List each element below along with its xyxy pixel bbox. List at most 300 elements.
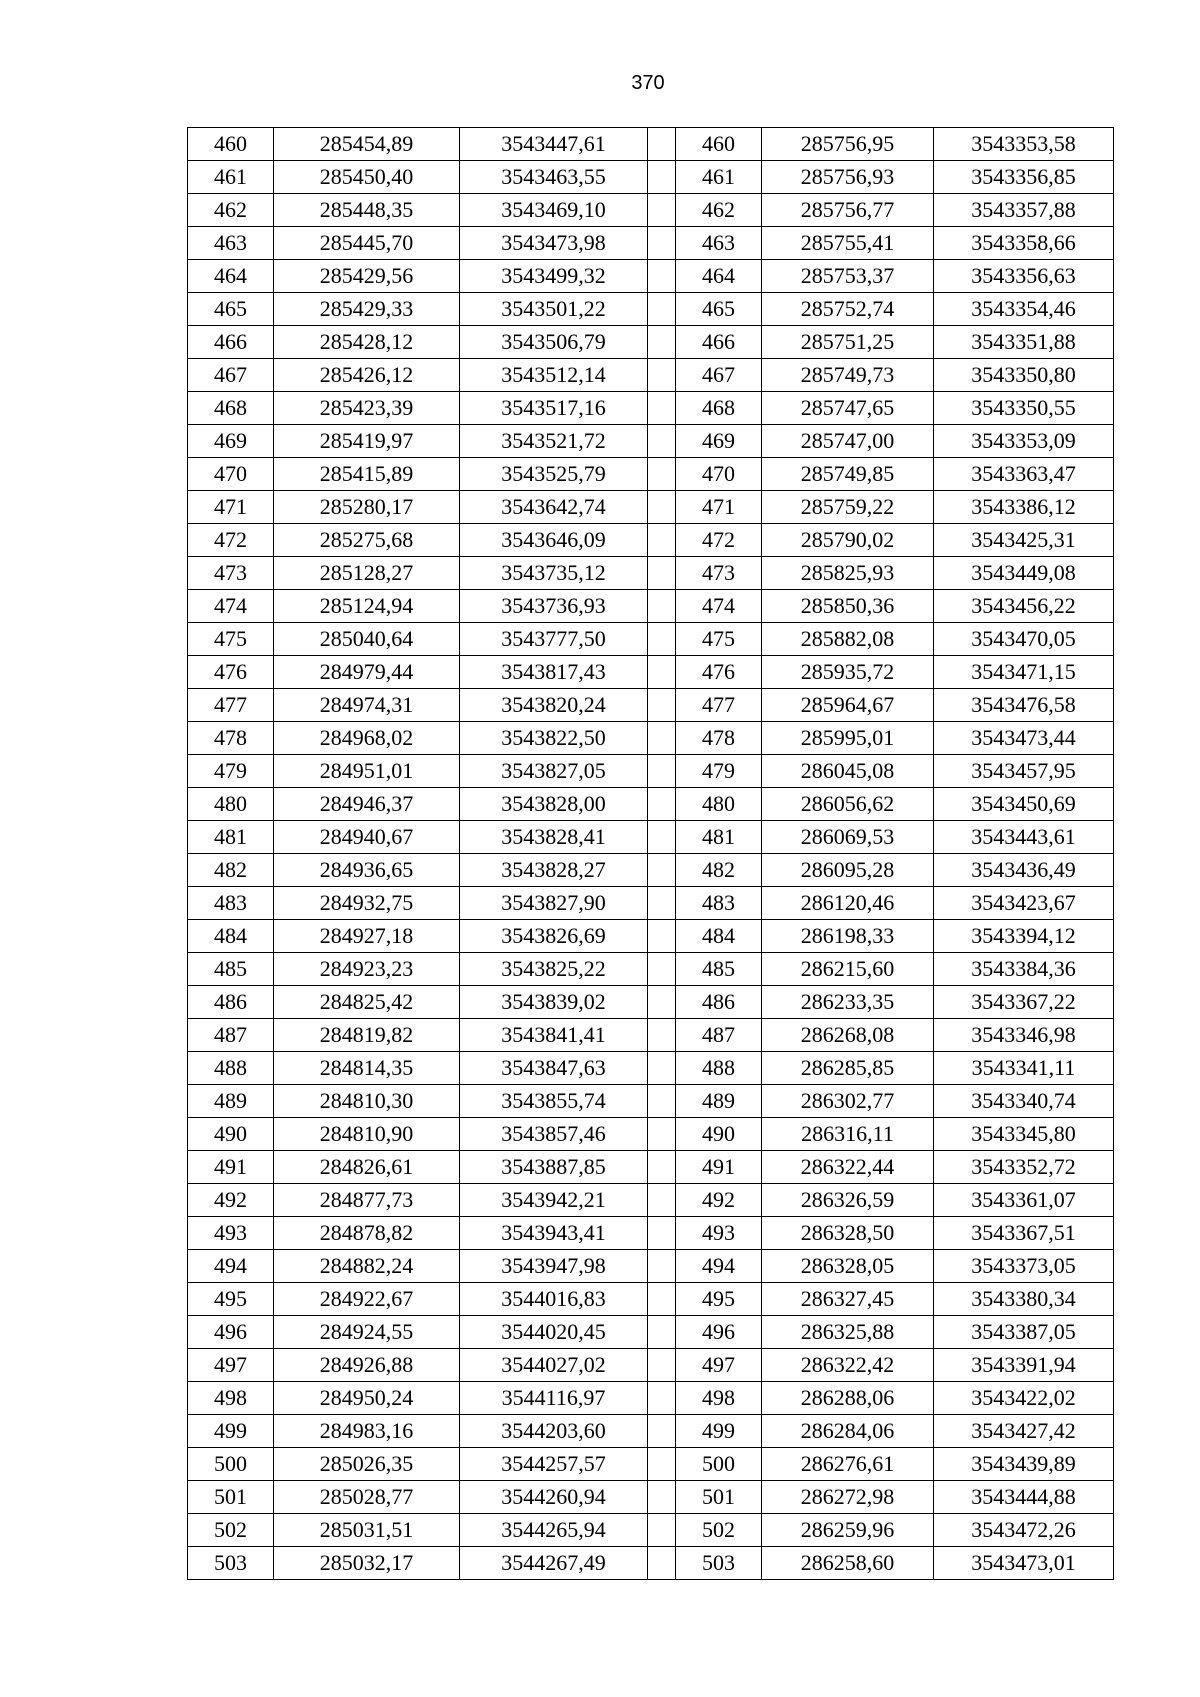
left-y-coordinate-cell: 3543512,14 — [460, 359, 648, 392]
right-point-number-cell: 473 — [676, 557, 762, 590]
right-y-coordinate-cell: 3543341,11 — [934, 1052, 1114, 1085]
spacer-cell — [648, 1085, 676, 1118]
spacer-cell — [648, 491, 676, 524]
right-y-coordinate-cell: 3543361,07 — [934, 1184, 1114, 1217]
spacer-cell — [648, 557, 676, 590]
left-y-coordinate-cell: 3543827,90 — [460, 887, 648, 920]
table-row — [188, 1085, 1114, 1118]
table-row — [188, 590, 1114, 623]
right-y-coordinate-cell: 3543427,42 — [934, 1415, 1114, 1448]
left-x-coordinate-cell: 285419,97 — [274, 425, 460, 458]
left-x-coordinate-cell: 284974,31 — [274, 689, 460, 722]
table-row — [188, 1217, 1114, 1250]
right-y-coordinate-cell: 3543384,36 — [934, 953, 1114, 986]
right-point-number-cell: 502 — [676, 1514, 762, 1547]
left-y-coordinate-cell: 3544257,57 — [460, 1448, 648, 1481]
table-row — [188, 128, 1114, 161]
table-row — [188, 161, 1114, 194]
left-y-coordinate-cell: 3543506,79 — [460, 326, 648, 359]
right-x-coordinate-cell: 285790,02 — [762, 524, 934, 557]
left-x-coordinate-cell: 284983,16 — [274, 1415, 460, 1448]
left-x-coordinate-cell: 285028,77 — [274, 1481, 460, 1514]
spacer-cell — [648, 128, 676, 161]
left-y-coordinate-cell: 3543447,61 — [460, 128, 648, 161]
right-x-coordinate-cell: 285752,74 — [762, 293, 934, 326]
left-y-coordinate-cell: 3543499,32 — [460, 260, 648, 293]
right-y-coordinate-cell: 3543473,44 — [934, 722, 1114, 755]
left-x-coordinate-cell: 285275,68 — [274, 524, 460, 557]
right-point-number-cell: 466 — [676, 326, 762, 359]
left-y-coordinate-cell: 3543817,43 — [460, 656, 648, 689]
right-point-number-cell: 463 — [676, 227, 762, 260]
right-y-coordinate-cell: 3543351,88 — [934, 326, 1114, 359]
right-y-coordinate-cell: 3543380,34 — [934, 1283, 1114, 1316]
left-point-number-cell: 460 — [188, 128, 274, 161]
spacer-cell — [648, 1382, 676, 1415]
left-x-coordinate-cell: 285128,27 — [274, 557, 460, 590]
table-row — [188, 887, 1114, 920]
right-point-number-cell: 469 — [676, 425, 762, 458]
spacer-cell — [648, 953, 676, 986]
left-x-coordinate-cell: 284825,42 — [274, 986, 460, 1019]
right-point-number-cell: 503 — [676, 1547, 762, 1580]
right-point-number-cell: 495 — [676, 1283, 762, 1316]
right-x-coordinate-cell: 285749,85 — [762, 458, 934, 491]
right-point-number-cell: 467 — [676, 359, 762, 392]
right-y-coordinate-cell: 3543450,69 — [934, 788, 1114, 821]
left-y-coordinate-cell: 3543777,50 — [460, 623, 648, 656]
spacer-cell — [648, 392, 676, 425]
right-y-coordinate-cell: 3543373,05 — [934, 1250, 1114, 1283]
left-point-number-cell: 472 — [188, 524, 274, 557]
left-y-coordinate-cell: 3543735,12 — [460, 557, 648, 590]
left-point-number-cell: 488 — [188, 1052, 274, 1085]
table-row — [188, 1481, 1114, 1514]
right-x-coordinate-cell: 286325,88 — [762, 1316, 934, 1349]
left-y-coordinate-cell: 3543887,85 — [460, 1151, 648, 1184]
left-point-number-cell: 478 — [188, 722, 274, 755]
right-y-coordinate-cell: 3543346,98 — [934, 1019, 1114, 1052]
spacer-cell — [648, 161, 676, 194]
table-row — [188, 557, 1114, 590]
spacer-cell — [648, 1250, 676, 1283]
coordinates-table — [187, 127, 1114, 1580]
right-point-number-cell: 497 — [676, 1349, 762, 1382]
right-x-coordinate-cell: 285755,41 — [762, 227, 934, 260]
right-x-coordinate-cell: 286233,35 — [762, 986, 934, 1019]
right-y-coordinate-cell: 3543470,05 — [934, 623, 1114, 656]
right-y-coordinate-cell: 3543352,72 — [934, 1151, 1114, 1184]
spacer-cell — [648, 1514, 676, 1547]
left-y-coordinate-cell: 3543525,79 — [460, 458, 648, 491]
left-y-coordinate-cell: 3544020,45 — [460, 1316, 648, 1349]
left-x-coordinate-cell: 285454,89 — [274, 128, 460, 161]
left-point-number-cell: 475 — [188, 623, 274, 656]
left-x-coordinate-cell: 284968,02 — [274, 722, 460, 755]
left-x-coordinate-cell: 284922,67 — [274, 1283, 460, 1316]
spacer-cell — [648, 920, 676, 953]
spacer-cell — [648, 689, 676, 722]
right-x-coordinate-cell: 285756,95 — [762, 128, 934, 161]
right-point-number-cell: 485 — [676, 953, 762, 986]
left-x-coordinate-cell: 285426,12 — [274, 359, 460, 392]
right-point-number-cell: 471 — [676, 491, 762, 524]
left-x-coordinate-cell: 284878,82 — [274, 1217, 460, 1250]
spacer-cell — [648, 1184, 676, 1217]
right-point-number-cell: 475 — [676, 623, 762, 656]
left-x-coordinate-cell: 284936,65 — [274, 854, 460, 887]
table-row — [188, 194, 1114, 227]
left-point-number-cell: 462 — [188, 194, 274, 227]
right-x-coordinate-cell: 286328,50 — [762, 1217, 934, 1250]
left-x-coordinate-cell: 285124,94 — [274, 590, 460, 623]
right-x-coordinate-cell: 286198,33 — [762, 920, 934, 953]
right-y-coordinate-cell: 3543443,61 — [934, 821, 1114, 854]
right-y-coordinate-cell: 3543357,88 — [934, 194, 1114, 227]
left-point-number-cell: 500 — [188, 1448, 274, 1481]
right-x-coordinate-cell: 286322,44 — [762, 1151, 934, 1184]
right-point-number-cell: 470 — [676, 458, 762, 491]
right-point-number-cell: 490 — [676, 1118, 762, 1151]
spacer-cell — [648, 1151, 676, 1184]
left-point-number-cell: 480 — [188, 788, 274, 821]
left-x-coordinate-cell: 285429,56 — [274, 260, 460, 293]
table-row — [188, 854, 1114, 887]
right-x-coordinate-cell: 286045,08 — [762, 755, 934, 788]
right-point-number-cell: 481 — [676, 821, 762, 854]
left-point-number-cell: 481 — [188, 821, 274, 854]
table-row — [188, 1184, 1114, 1217]
right-x-coordinate-cell: 286268,08 — [762, 1019, 934, 1052]
left-point-number-cell: 486 — [188, 986, 274, 1019]
right-x-coordinate-cell: 286316,11 — [762, 1118, 934, 1151]
left-x-coordinate-cell: 284877,73 — [274, 1184, 460, 1217]
right-x-coordinate-cell: 286056,62 — [762, 788, 934, 821]
right-x-coordinate-cell: 285825,93 — [762, 557, 934, 590]
right-point-number-cell: 478 — [676, 722, 762, 755]
right-point-number-cell: 474 — [676, 590, 762, 623]
spacer-cell — [648, 1481, 676, 1514]
left-point-number-cell: 467 — [188, 359, 274, 392]
right-x-coordinate-cell: 286276,61 — [762, 1448, 934, 1481]
right-point-number-cell: 484 — [676, 920, 762, 953]
spacer-cell — [648, 1019, 676, 1052]
table-row — [188, 1349, 1114, 1382]
right-x-coordinate-cell: 285753,37 — [762, 260, 934, 293]
right-x-coordinate-cell: 285747,65 — [762, 392, 934, 425]
left-point-number-cell: 483 — [188, 887, 274, 920]
left-x-coordinate-cell: 284950,24 — [274, 1382, 460, 1415]
right-x-coordinate-cell: 286215,60 — [762, 953, 934, 986]
right-point-number-cell: 486 — [676, 986, 762, 1019]
left-point-number-cell: 474 — [188, 590, 274, 623]
right-y-coordinate-cell: 3543457,95 — [934, 755, 1114, 788]
spacer-cell — [648, 590, 676, 623]
right-y-coordinate-cell: 3543423,67 — [934, 887, 1114, 920]
right-x-coordinate-cell: 286069,53 — [762, 821, 934, 854]
left-y-coordinate-cell: 3543828,27 — [460, 854, 648, 887]
left-y-coordinate-cell: 3543517,16 — [460, 392, 648, 425]
right-x-coordinate-cell: 286288,06 — [762, 1382, 934, 1415]
table-row — [188, 458, 1114, 491]
left-x-coordinate-cell: 285280,17 — [274, 491, 460, 524]
left-x-coordinate-cell: 284882,24 — [274, 1250, 460, 1283]
table-row — [188, 689, 1114, 722]
right-y-coordinate-cell: 3543353,58 — [934, 128, 1114, 161]
left-x-coordinate-cell: 284814,35 — [274, 1052, 460, 1085]
spacer-cell — [648, 425, 676, 458]
left-y-coordinate-cell: 3543947,98 — [460, 1250, 648, 1283]
table-row — [188, 722, 1114, 755]
left-x-coordinate-cell: 285026,35 — [274, 1448, 460, 1481]
right-point-number-cell: 482 — [676, 854, 762, 887]
left-x-coordinate-cell: 284926,88 — [274, 1349, 460, 1382]
table-row — [188, 1118, 1114, 1151]
left-point-number-cell: 499 — [188, 1415, 274, 1448]
left-point-number-cell: 485 — [188, 953, 274, 986]
left-point-number-cell: 463 — [188, 227, 274, 260]
right-y-coordinate-cell: 3543387,05 — [934, 1316, 1114, 1349]
left-x-coordinate-cell: 284826,61 — [274, 1151, 460, 1184]
right-y-coordinate-cell: 3543391,94 — [934, 1349, 1114, 1382]
spacer-cell — [648, 359, 676, 392]
right-x-coordinate-cell: 285747,00 — [762, 425, 934, 458]
right-y-coordinate-cell: 3543356,63 — [934, 260, 1114, 293]
right-point-number-cell: 465 — [676, 293, 762, 326]
left-point-number-cell: 502 — [188, 1514, 274, 1547]
left-x-coordinate-cell: 284940,67 — [274, 821, 460, 854]
left-x-coordinate-cell: 285445,70 — [274, 227, 460, 260]
left-y-coordinate-cell: 3544116,97 — [460, 1382, 648, 1415]
spacer-cell — [648, 887, 676, 920]
right-point-number-cell: 472 — [676, 524, 762, 557]
right-y-coordinate-cell: 3543350,55 — [934, 392, 1114, 425]
left-x-coordinate-cell: 284923,23 — [274, 953, 460, 986]
table-row — [188, 227, 1114, 260]
left-y-coordinate-cell: 3544203,60 — [460, 1415, 648, 1448]
left-x-coordinate-cell: 285450,40 — [274, 161, 460, 194]
right-point-number-cell: 479 — [676, 755, 762, 788]
left-point-number-cell: 473 — [188, 557, 274, 590]
table-row — [188, 491, 1114, 524]
left-x-coordinate-cell: 285415,89 — [274, 458, 460, 491]
left-point-number-cell: 497 — [188, 1349, 274, 1382]
spacer-cell — [648, 1547, 676, 1580]
right-x-coordinate-cell: 285850,36 — [762, 590, 934, 623]
right-y-coordinate-cell: 3543340,74 — [934, 1085, 1114, 1118]
right-y-coordinate-cell: 3543353,09 — [934, 425, 1114, 458]
right-x-coordinate-cell: 286326,59 — [762, 1184, 934, 1217]
right-point-number-cell: 501 — [676, 1481, 762, 1514]
right-x-coordinate-cell: 286259,96 — [762, 1514, 934, 1547]
right-x-coordinate-cell: 285964,67 — [762, 689, 934, 722]
left-point-number-cell: 490 — [188, 1118, 274, 1151]
table-row — [188, 953, 1114, 986]
spacer-cell — [648, 1217, 676, 1250]
left-y-coordinate-cell: 3543943,41 — [460, 1217, 648, 1250]
left-x-coordinate-cell: 285428,12 — [274, 326, 460, 359]
left-y-coordinate-cell: 3543521,72 — [460, 425, 648, 458]
page-number: 370 — [631, 72, 665, 94]
left-x-coordinate-cell: 285429,33 — [274, 293, 460, 326]
left-point-number-cell: 503 — [188, 1547, 274, 1580]
right-point-number-cell: 477 — [676, 689, 762, 722]
left-y-coordinate-cell: 3543942,21 — [460, 1184, 648, 1217]
left-point-number-cell: 468 — [188, 392, 274, 425]
table-row — [188, 524, 1114, 557]
left-y-coordinate-cell: 3544265,94 — [460, 1514, 648, 1547]
right-y-coordinate-cell: 3543350,80 — [934, 359, 1114, 392]
right-point-number-cell: 489 — [676, 1085, 762, 1118]
spacer-cell — [648, 293, 676, 326]
left-y-coordinate-cell: 3543841,41 — [460, 1019, 648, 1052]
right-y-coordinate-cell: 3543436,49 — [934, 854, 1114, 887]
table-row — [188, 392, 1114, 425]
left-y-coordinate-cell: 3544016,83 — [460, 1283, 648, 1316]
left-point-number-cell: 471 — [188, 491, 274, 524]
left-y-coordinate-cell: 3543855,74 — [460, 1085, 648, 1118]
left-point-number-cell: 461 — [188, 161, 274, 194]
table-row — [188, 260, 1114, 293]
left-point-number-cell: 495 — [188, 1283, 274, 1316]
left-point-number-cell: 484 — [188, 920, 274, 953]
left-point-number-cell: 487 — [188, 1019, 274, 1052]
right-x-coordinate-cell: 286284,06 — [762, 1415, 934, 1448]
right-y-coordinate-cell: 3543476,58 — [934, 689, 1114, 722]
spacer-cell — [648, 755, 676, 788]
right-point-number-cell: 492 — [676, 1184, 762, 1217]
left-x-coordinate-cell: 285448,35 — [274, 194, 460, 227]
spacer-cell — [648, 1415, 676, 1448]
left-point-number-cell: 469 — [188, 425, 274, 458]
table-row — [188, 920, 1114, 953]
left-x-coordinate-cell: 284979,44 — [274, 656, 460, 689]
left-point-number-cell: 489 — [188, 1085, 274, 1118]
right-y-coordinate-cell: 3543394,12 — [934, 920, 1114, 953]
left-y-coordinate-cell: 3543847,63 — [460, 1052, 648, 1085]
left-x-coordinate-cell: 285423,39 — [274, 392, 460, 425]
right-point-number-cell: 491 — [676, 1151, 762, 1184]
left-y-coordinate-cell: 3543839,02 — [460, 986, 648, 1019]
spacer-cell — [648, 194, 676, 227]
spacer-cell — [648, 722, 676, 755]
left-x-coordinate-cell: 284810,90 — [274, 1118, 460, 1151]
table-row — [188, 1019, 1114, 1052]
table-row — [188, 788, 1114, 821]
table-row — [188, 293, 1114, 326]
spacer-cell — [648, 821, 676, 854]
spacer-cell — [648, 1052, 676, 1085]
right-point-number-cell: 461 — [676, 161, 762, 194]
table-row — [188, 1283, 1114, 1316]
left-point-number-cell: 494 — [188, 1250, 274, 1283]
right-point-number-cell: 483 — [676, 887, 762, 920]
spacer-cell — [648, 326, 676, 359]
right-x-coordinate-cell: 286095,28 — [762, 854, 934, 887]
right-x-coordinate-cell: 285756,77 — [762, 194, 934, 227]
right-point-number-cell: 496 — [676, 1316, 762, 1349]
right-x-coordinate-cell: 286328,05 — [762, 1250, 934, 1283]
right-y-coordinate-cell: 3543444,88 — [934, 1481, 1114, 1514]
spacer-cell — [648, 1283, 676, 1316]
left-x-coordinate-cell: 284927,18 — [274, 920, 460, 953]
right-y-coordinate-cell: 3543358,66 — [934, 227, 1114, 260]
right-point-number-cell: 476 — [676, 656, 762, 689]
table-row — [188, 425, 1114, 458]
left-point-number-cell: 477 — [188, 689, 274, 722]
right-point-number-cell: 462 — [676, 194, 762, 227]
left-y-coordinate-cell: 3543820,24 — [460, 689, 648, 722]
right-x-coordinate-cell: 285751,25 — [762, 326, 934, 359]
right-x-coordinate-cell: 286272,98 — [762, 1481, 934, 1514]
table-row — [188, 623, 1114, 656]
table-row — [188, 1316, 1114, 1349]
spacer-cell — [648, 458, 676, 491]
right-point-number-cell: 460 — [676, 128, 762, 161]
left-y-coordinate-cell: 3543736,93 — [460, 590, 648, 623]
left-x-coordinate-cell: 285031,51 — [274, 1514, 460, 1547]
spacer-cell — [648, 227, 676, 260]
table-row — [188, 821, 1114, 854]
right-point-number-cell: 494 — [676, 1250, 762, 1283]
left-point-number-cell: 493 — [188, 1217, 274, 1250]
left-point-number-cell: 492 — [188, 1184, 274, 1217]
right-x-coordinate-cell: 285995,01 — [762, 722, 934, 755]
right-x-coordinate-cell: 285749,73 — [762, 359, 934, 392]
coordinates-table-body — [188, 128, 1114, 1580]
table-row — [188, 1052, 1114, 1085]
left-y-coordinate-cell: 3543826,69 — [460, 920, 648, 953]
left-point-number-cell: 496 — [188, 1316, 274, 1349]
spacer-cell — [648, 986, 676, 1019]
table-row — [188, 986, 1114, 1019]
left-point-number-cell: 501 — [188, 1481, 274, 1514]
table-row — [188, 1250, 1114, 1283]
left-y-coordinate-cell: 3543469,10 — [460, 194, 648, 227]
right-x-coordinate-cell: 286258,60 — [762, 1547, 934, 1580]
left-x-coordinate-cell: 285040,64 — [274, 623, 460, 656]
left-x-coordinate-cell: 284951,01 — [274, 755, 460, 788]
left-point-number-cell: 498 — [188, 1382, 274, 1415]
right-y-coordinate-cell: 3543425,31 — [934, 524, 1114, 557]
left-y-coordinate-cell: 3543473,98 — [460, 227, 648, 260]
right-y-coordinate-cell: 3543471,15 — [934, 656, 1114, 689]
spacer-cell — [648, 1448, 676, 1481]
left-point-number-cell: 465 — [188, 293, 274, 326]
right-y-coordinate-cell: 3543456,22 — [934, 590, 1114, 623]
right-y-coordinate-cell: 3543439,89 — [934, 1448, 1114, 1481]
right-x-coordinate-cell: 285882,08 — [762, 623, 934, 656]
right-point-number-cell: 500 — [676, 1448, 762, 1481]
left-x-coordinate-cell: 285032,17 — [274, 1547, 460, 1580]
spacer-cell — [648, 524, 676, 557]
right-point-number-cell: 468 — [676, 392, 762, 425]
left-point-number-cell: 479 — [188, 755, 274, 788]
table-row — [188, 326, 1114, 359]
spacer-cell — [648, 854, 676, 887]
table-row — [188, 1547, 1114, 1580]
left-x-coordinate-cell: 284924,55 — [274, 1316, 460, 1349]
spacer-cell — [648, 1316, 676, 1349]
spacer-cell — [648, 1118, 676, 1151]
right-y-coordinate-cell: 3543354,46 — [934, 293, 1114, 326]
spacer-cell — [648, 623, 676, 656]
left-y-coordinate-cell: 3543501,22 — [460, 293, 648, 326]
right-point-number-cell: 499 — [676, 1415, 762, 1448]
left-y-coordinate-cell: 3543642,74 — [460, 491, 648, 524]
left-point-number-cell: 464 — [188, 260, 274, 293]
right-point-number-cell: 487 — [676, 1019, 762, 1052]
